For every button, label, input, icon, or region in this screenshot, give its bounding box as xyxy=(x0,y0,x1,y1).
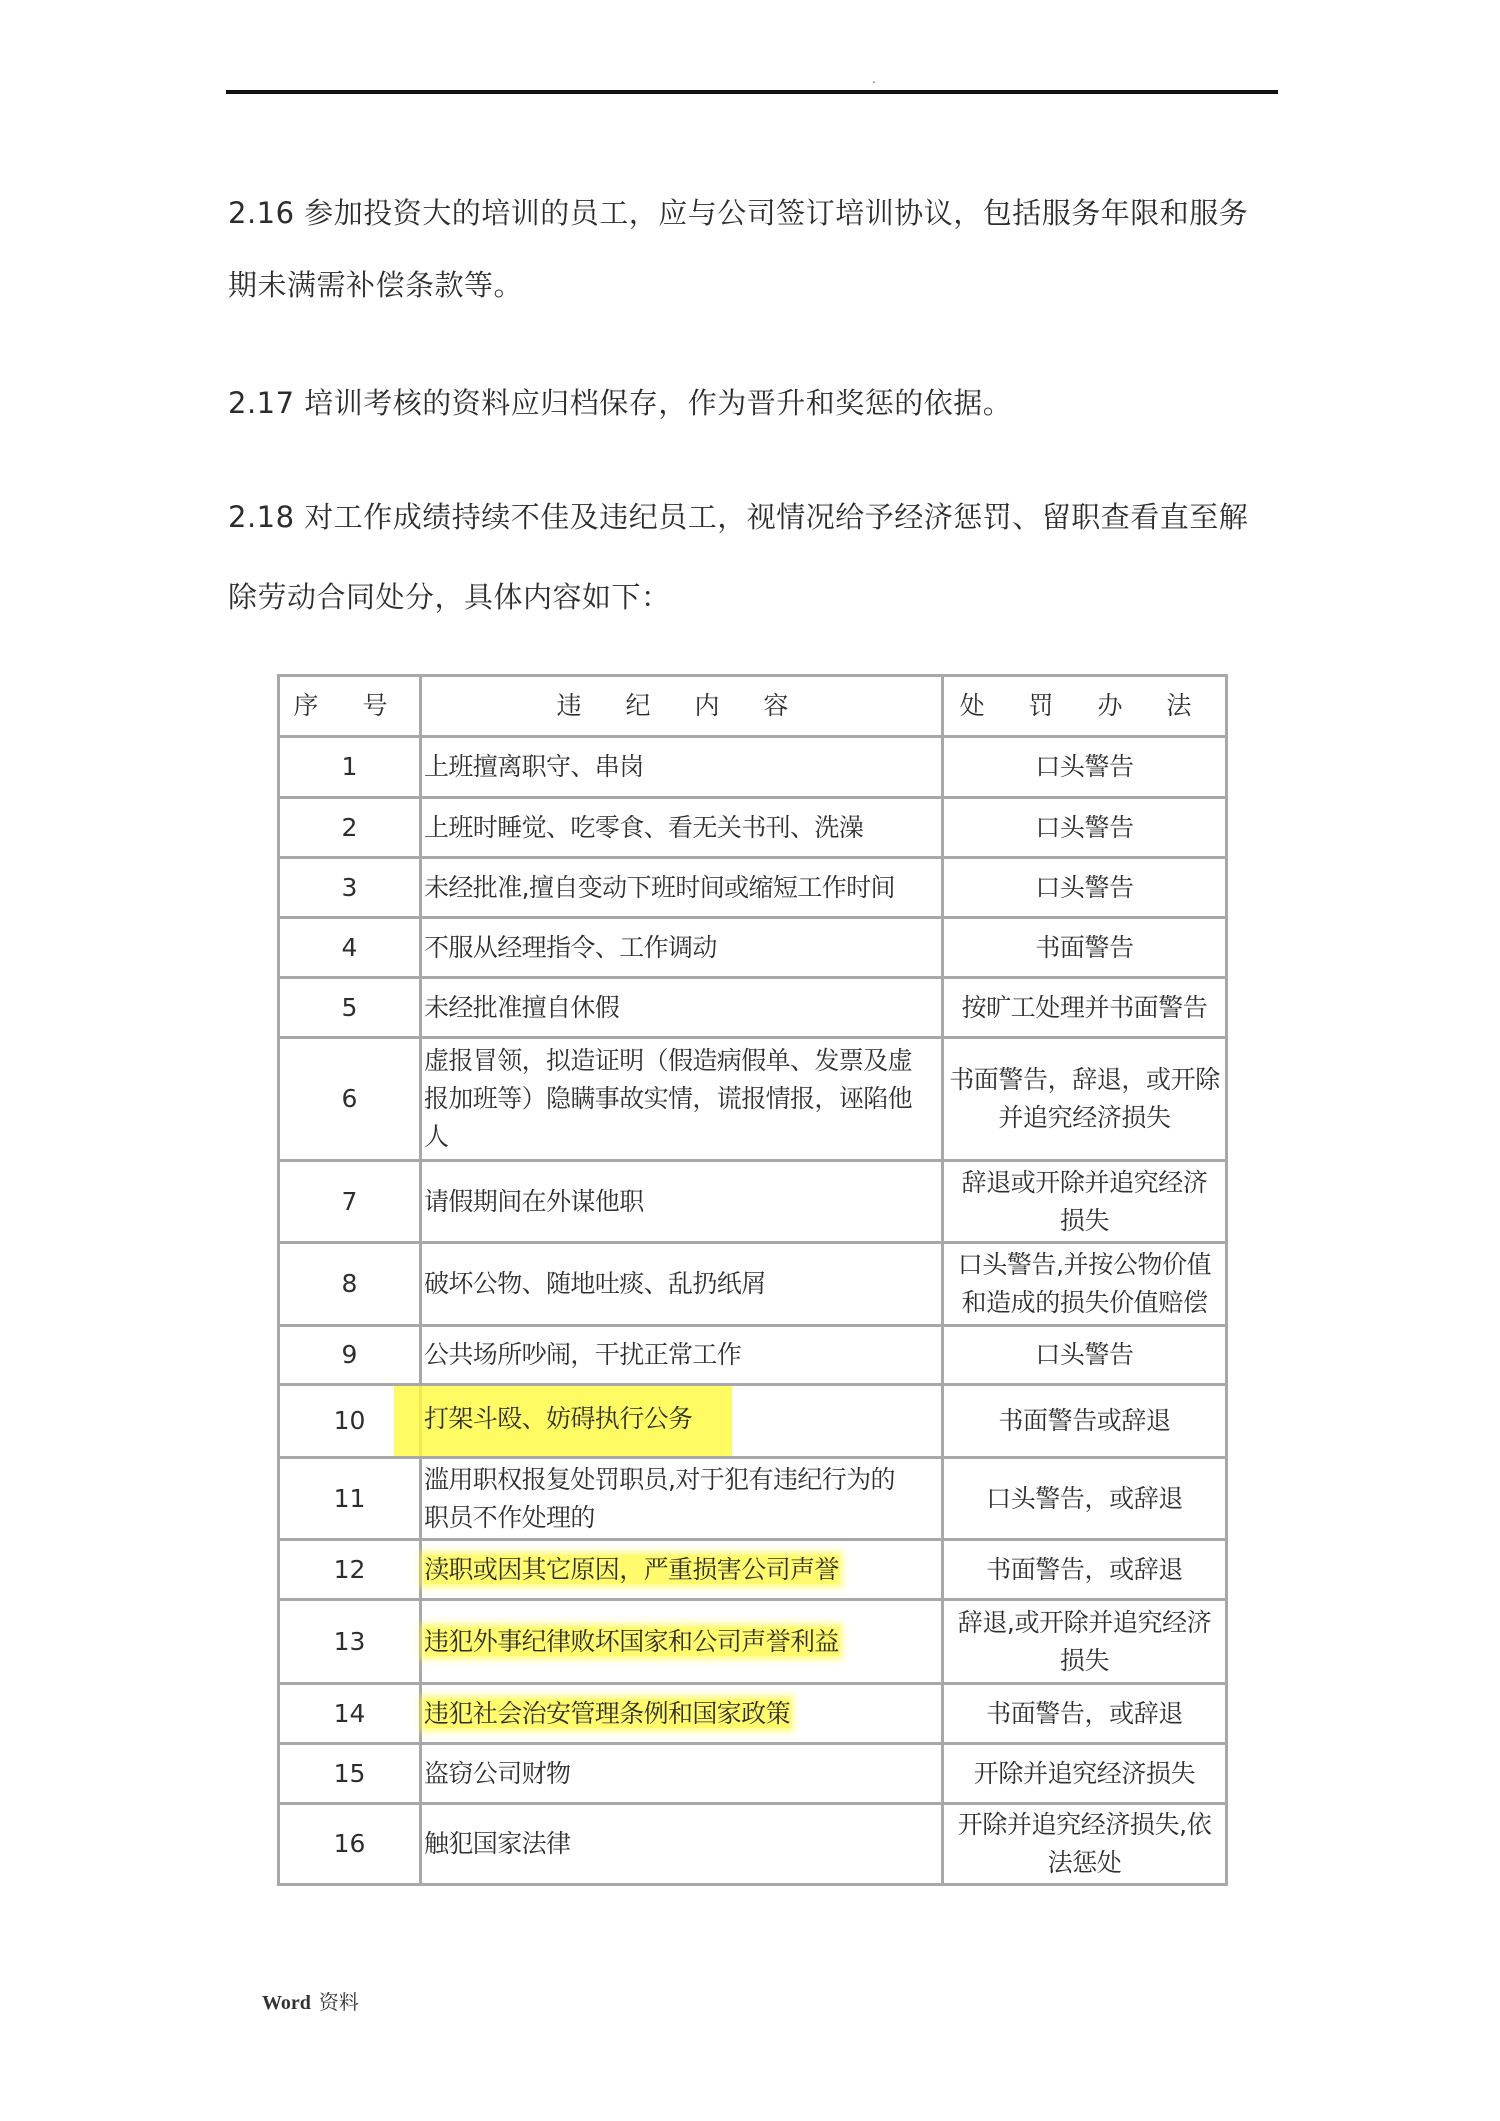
row-violation xyxy=(421,1540,943,1600)
table-header-row xyxy=(279,676,1227,737)
row-penalty xyxy=(943,978,1227,1038)
penalty-line: 开除并追究经济损失,依 xyxy=(957,1810,1212,1839)
header-violation: 违 纪 内 容 xyxy=(421,676,943,737)
header-penalty: 处 罚 办 法 xyxy=(943,676,1227,737)
penalty-line: 口头警告 xyxy=(1035,1340,1134,1369)
highlighted-violation: 违犯外事纪律败坏国家和公司声誉利益 xyxy=(424,1626,839,1656)
row-no: 4 xyxy=(279,918,421,978)
table-row xyxy=(279,1804,1227,1885)
highlighted-violation: 打架斗殴、妨碍执行公务 xyxy=(394,1386,732,1456)
discipline-table xyxy=(277,674,1228,1886)
penalty-line: 书面警告，或辞退 xyxy=(986,1698,1183,1728)
row-penalty xyxy=(943,1684,1227,1744)
penalty-line: 按旷工处理并书面警告 xyxy=(961,992,1208,1022)
table-row xyxy=(279,918,1227,978)
penalty-line: 辞退或开除并追究经济 xyxy=(961,1167,1208,1197)
row-penalty xyxy=(943,1243,1227,1326)
violation-line: 职员不作处理的 xyxy=(424,1502,595,1532)
row-penalty xyxy=(943,1326,1227,1385)
violation-line: 报加班等）隐瞒事故实情，谎报情报，诬陷他 xyxy=(424,1084,913,1113)
table-row xyxy=(279,1744,1227,1804)
violation-line: 上班擅离职守、串岗 xyxy=(424,752,644,781)
row-penalty xyxy=(943,918,1227,978)
row-violation xyxy=(421,918,943,978)
paragraph-line: 2.16 参加投资大的培训的员工，应与公司签订培训协议，包括服务年限和服务 xyxy=(228,196,1249,230)
row-no: 6 xyxy=(279,1038,421,1161)
paragraph-line: 2.18 对工作成绩持续不佳及违纪员工，视情况给予经济惩罚、留职查看直至解 xyxy=(228,500,1249,534)
penalty-line: 口头警告 xyxy=(1035,872,1134,902)
row-violation xyxy=(421,1161,943,1243)
penalty-line: 书面警告，或辞退 xyxy=(986,1554,1183,1584)
table-row xyxy=(279,1600,1227,1684)
row-violation xyxy=(421,737,943,798)
row-violation xyxy=(421,858,943,918)
table-row xyxy=(279,858,1227,918)
paragraph-line: 期未满需补偿条款等。 xyxy=(228,268,524,302)
table-row xyxy=(279,737,1227,798)
row-penalty xyxy=(943,1385,1227,1458)
row-penalty xyxy=(943,737,1227,798)
header-mark: . xyxy=(872,72,876,86)
row-no: 14 xyxy=(279,1684,421,1744)
paragraph-line: 除劳动合同处分，具体内容如下： xyxy=(228,580,671,614)
penalty-line: 损失 xyxy=(1059,1645,1110,1675)
row-no: 9 xyxy=(279,1326,421,1385)
row-penalty xyxy=(943,1600,1227,1684)
table-row xyxy=(279,1385,1227,1458)
violation-line: 虚报冒领，拟造证明（假造病假单、发票及虚 xyxy=(424,1046,913,1075)
row-penalty xyxy=(943,858,1227,918)
row-violation xyxy=(421,1243,943,1326)
row-penalty xyxy=(943,1804,1227,1885)
violation-line: 盗窃公司财物 xyxy=(424,1758,571,1788)
page-footer xyxy=(262,1990,359,2015)
table-row xyxy=(279,1458,1227,1540)
penalty-line: 法惩处 xyxy=(1047,1848,1122,1877)
table-row xyxy=(279,1038,1227,1161)
row-no: 2 xyxy=(279,798,421,858)
paragraph-line: 2.17 培训考核的资料应归档保存，作为晋升和奖惩的依据。 xyxy=(228,386,1013,420)
penalty-line: 辞退,或开除并追究经济 xyxy=(957,1607,1212,1637)
header-no: 序 号 xyxy=(279,676,421,737)
header-rule xyxy=(226,90,1278,94)
row-no: 5 xyxy=(279,978,421,1038)
row-no: 15 xyxy=(279,1744,421,1804)
penalty-line: 书面警告或辞退 xyxy=(998,1406,1171,1435)
penalty-line: 口头警告,并按公物价值 xyxy=(957,1250,1212,1279)
table-row xyxy=(279,798,1227,858)
footer-word: Word xyxy=(262,1992,311,2014)
row-no: 3 xyxy=(279,858,421,918)
row-no: 1 xyxy=(279,737,421,798)
row-penalty xyxy=(943,1540,1227,1600)
footer-label: 资料 xyxy=(318,1990,359,2014)
violation-line: 上班时睡觉、吃零食、看无关书刊、洗澡 xyxy=(424,812,864,842)
penalty-line: 并追究经济损失 xyxy=(998,1103,1171,1132)
violation-line: 未经批准,擅自变动下班时间或缩短工作时间 xyxy=(424,872,895,902)
row-no: 13 xyxy=(279,1600,421,1684)
row-violation xyxy=(421,1684,943,1744)
table-row xyxy=(279,1161,1227,1243)
row-violation xyxy=(421,1458,943,1540)
violation-line: 未经批准擅自休假 xyxy=(424,992,620,1022)
row-no: 7 xyxy=(279,1161,421,1243)
row-violation xyxy=(421,1385,943,1458)
violation-line: 触犯国家法律 xyxy=(424,1829,571,1858)
row-no: 16 xyxy=(279,1804,421,1885)
table-row xyxy=(279,1684,1227,1744)
row-violation xyxy=(421,798,943,858)
row-violation xyxy=(421,1804,943,1885)
penalty-line: 损失 xyxy=(1059,1205,1110,1235)
table-row xyxy=(279,1243,1227,1326)
row-penalty xyxy=(943,1744,1227,1804)
row-violation xyxy=(421,1600,943,1684)
row-penalty xyxy=(943,1458,1227,1540)
row-no: 10 xyxy=(279,1385,421,1458)
penalty-line: 口头警告 xyxy=(1035,752,1134,781)
row-penalty xyxy=(943,1038,1227,1161)
discipline-table-container xyxy=(277,674,1225,1886)
row-violation xyxy=(421,1744,943,1804)
row-violation xyxy=(421,978,943,1038)
violation-line: 破坏公物、随地吐痰、乱扔纸屑 xyxy=(424,1269,766,1298)
penalty-line: 书面警告，辞退，或开除 xyxy=(949,1065,1220,1094)
penalty-line: 口头警告，或辞退 xyxy=(986,1483,1183,1513)
row-no: 12 xyxy=(279,1540,421,1600)
penalty-line: 书面警告 xyxy=(1035,932,1134,962)
row-violation xyxy=(421,1038,943,1161)
row-no: 11 xyxy=(279,1458,421,1540)
table-row xyxy=(279,1326,1227,1385)
row-no: 8 xyxy=(279,1243,421,1326)
table-body xyxy=(279,737,1227,1885)
row-violation xyxy=(421,1326,943,1385)
violation-line: 公共场所吵闹，干扰正常工作 xyxy=(424,1340,742,1369)
penalty-line: 和造成的损失价值赔偿 xyxy=(961,1288,1208,1317)
violation-line: 滥用职权报复处罚职员,对于犯有违纪行为的 xyxy=(424,1464,895,1494)
penalty-line: 口头警告 xyxy=(1035,812,1134,842)
row-penalty xyxy=(943,1161,1227,1243)
highlighted-violation: 违犯社会治安管理条例和国家政策 xyxy=(424,1698,791,1728)
violation-line: 不服从经理指令、工作调动 xyxy=(424,932,717,962)
penalty-line: 开除并追究经济损失 xyxy=(973,1758,1196,1788)
table-row xyxy=(279,1540,1227,1600)
table-row xyxy=(279,978,1227,1038)
highlighted-violation: 渎职或因其它原因，严重损害公司声誉 xyxy=(424,1554,839,1584)
row-penalty xyxy=(943,798,1227,858)
violation-line: 人 xyxy=(424,1122,449,1151)
violation-line: 请假期间在外谋他职 xyxy=(424,1186,644,1216)
